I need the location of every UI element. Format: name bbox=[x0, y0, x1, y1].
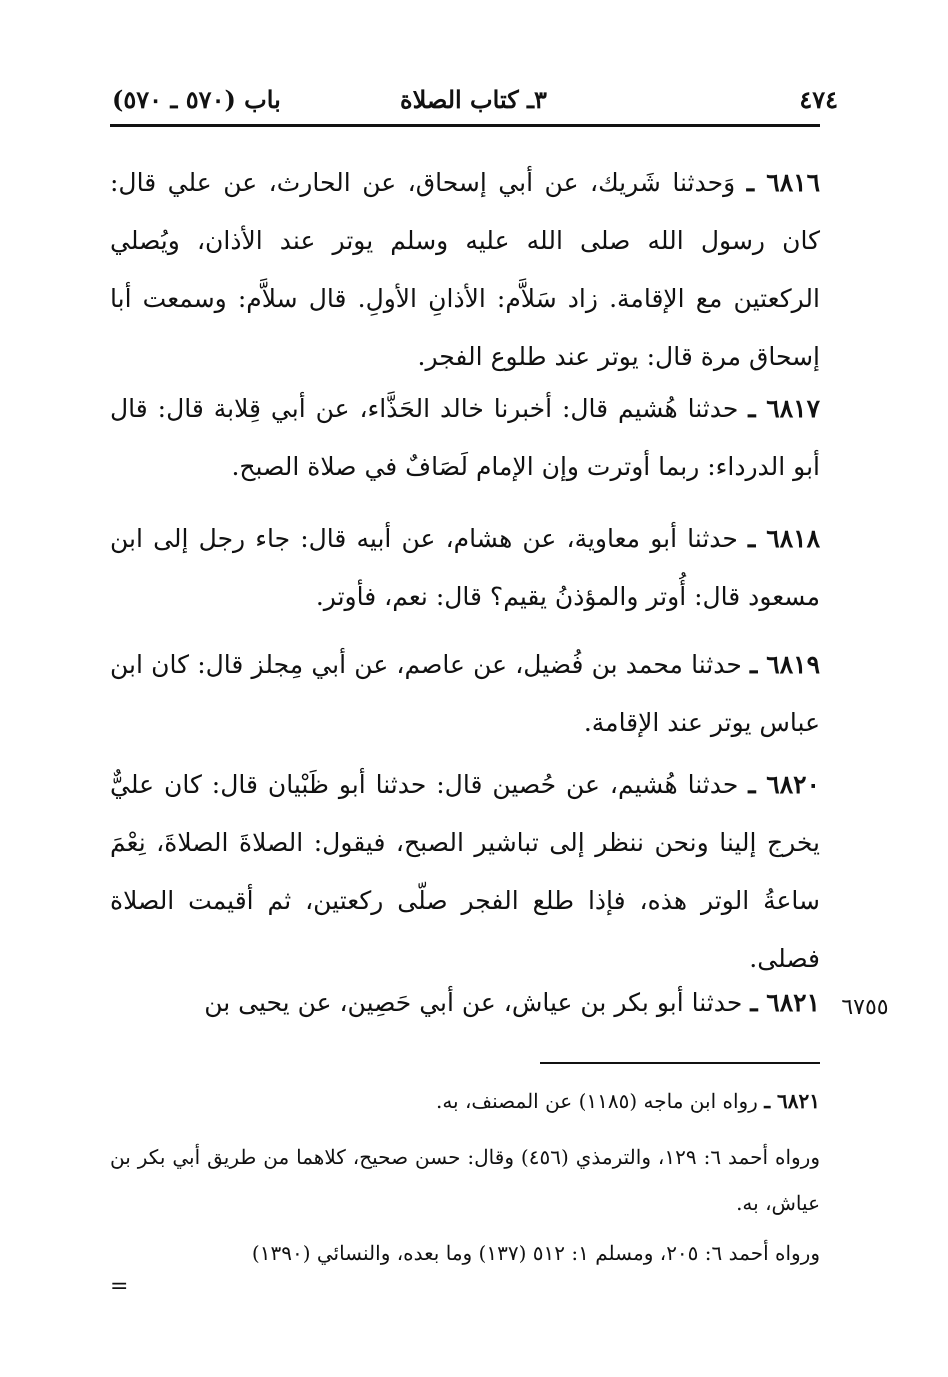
hadith-6820 bbox=[110, 756, 820, 988]
header-rule bbox=[110, 124, 820, 127]
hadith-number: ٦٨٢٠ ـ bbox=[748, 770, 820, 799]
hadith-text: حدثنا هُشيم، عن حُصين قال: حدثنا أبو ظَبْيان قال: كان عليٌّ يخرج إلينا ونحن ننظر إلى تباشير الصبح، فيقول: الصلاةَ الصلاةَ، نِعْمَ ساعةُ الوتر هذه، فإذا طلع الفجر صلّى ركعتين، ثم أقيمت الصلاة فصلى. bbox=[110, 770, 820, 973]
hadith-number: ٦٨١٩ ـ bbox=[750, 650, 820, 679]
margin-number: ٦٧٥٥ bbox=[841, 995, 889, 1020]
hadith-number: ٦٨٢١ ـ bbox=[750, 988, 820, 1017]
footnote-1 bbox=[110, 1078, 820, 1124]
footnote-text: ورواه أحمد ٦: ٢٠٥، ومسلم ١: ٥١٢ (١٣٧) وما بعده، والنسائي (١٣٩٠) bbox=[251, 1241, 820, 1265]
hadith-6819 bbox=[110, 636, 820, 752]
hadith-6818 bbox=[110, 510, 820, 626]
hadith-text: حدثنا محمد بن فُضيل، عن عاصم، عن أبي مِجلز قال: كان ابن عباس يوتر عند الإقامة. bbox=[110, 650, 820, 737]
chapter-title: باب (٥٧٠ ـ ٥٧٠) bbox=[112, 85, 281, 114]
footnote-rule bbox=[540, 1062, 820, 1064]
page-number: ٤٧٤ bbox=[799, 85, 838, 114]
continuation-mark: = bbox=[110, 1274, 129, 1299]
hadith-number: ٦٨١٨ ـ bbox=[748, 524, 820, 553]
hadith-6817 bbox=[110, 380, 820, 496]
hadith-number: ٦٨١٧ ـ bbox=[748, 394, 820, 423]
hadith-6821 bbox=[110, 974, 820, 1032]
hadith-6816 bbox=[110, 154, 820, 386]
hadith-text: وَحدثنا شَريك، عن أبي إسحاق، عن الحارث، عن علي قال: كان رسول الله صلى الله عليه وسلم يوتر عند الأذان، ويُصلي الركعتين مع الإقامة. زاد سَلاَّم: الأذانِ الأولِ. قال سلاَّم: وسمعت أبا إسحاق مرة قال: يوتر عند طلوع الفجر. bbox=[110, 168, 820, 371]
footnote-number: ٦٨٢١ ـ bbox=[764, 1089, 820, 1113]
footnote-text: رواه ابن ماجه (١١٨٥) عن المصنف، به. bbox=[435, 1089, 758, 1113]
hadith-text: حدثنا هُشيم قال: أخبرنا خالد الحَذَّاء، عن أبي قِلابة قال: قال أبو الدرداء: ربما أوترت وإن الإمام لَصَافٌ في صلاة الصبح. bbox=[110, 394, 820, 481]
footnote-3 bbox=[110, 1230, 820, 1276]
footnote-2 bbox=[110, 1134, 820, 1226]
footnote-text: ورواه أحمد ٦: ١٢٩، والترمذي (٤٥٦) وقال: حسن صحيح، كلاهما من طريق أبي بكر بن عياش، به. bbox=[110, 1145, 820, 1215]
hadith-number: ٦٨١٦ ـ bbox=[746, 168, 821, 197]
hadith-text: حدثنا أبو معاوية، عن هشام، عن أبيه قال: جاء رجل إلى ابن مسعود قال: أُوتر والمؤذنُ يقيم؟ قال: نعم، فأوتر. bbox=[110, 524, 820, 611]
book-title: ٣ـ كتاب الصلاة bbox=[400, 85, 547, 114]
hadith-text: حدثنا أبو بكر بن عياش، عن أبي حَصِين، عن يحيى بن bbox=[204, 988, 743, 1017]
